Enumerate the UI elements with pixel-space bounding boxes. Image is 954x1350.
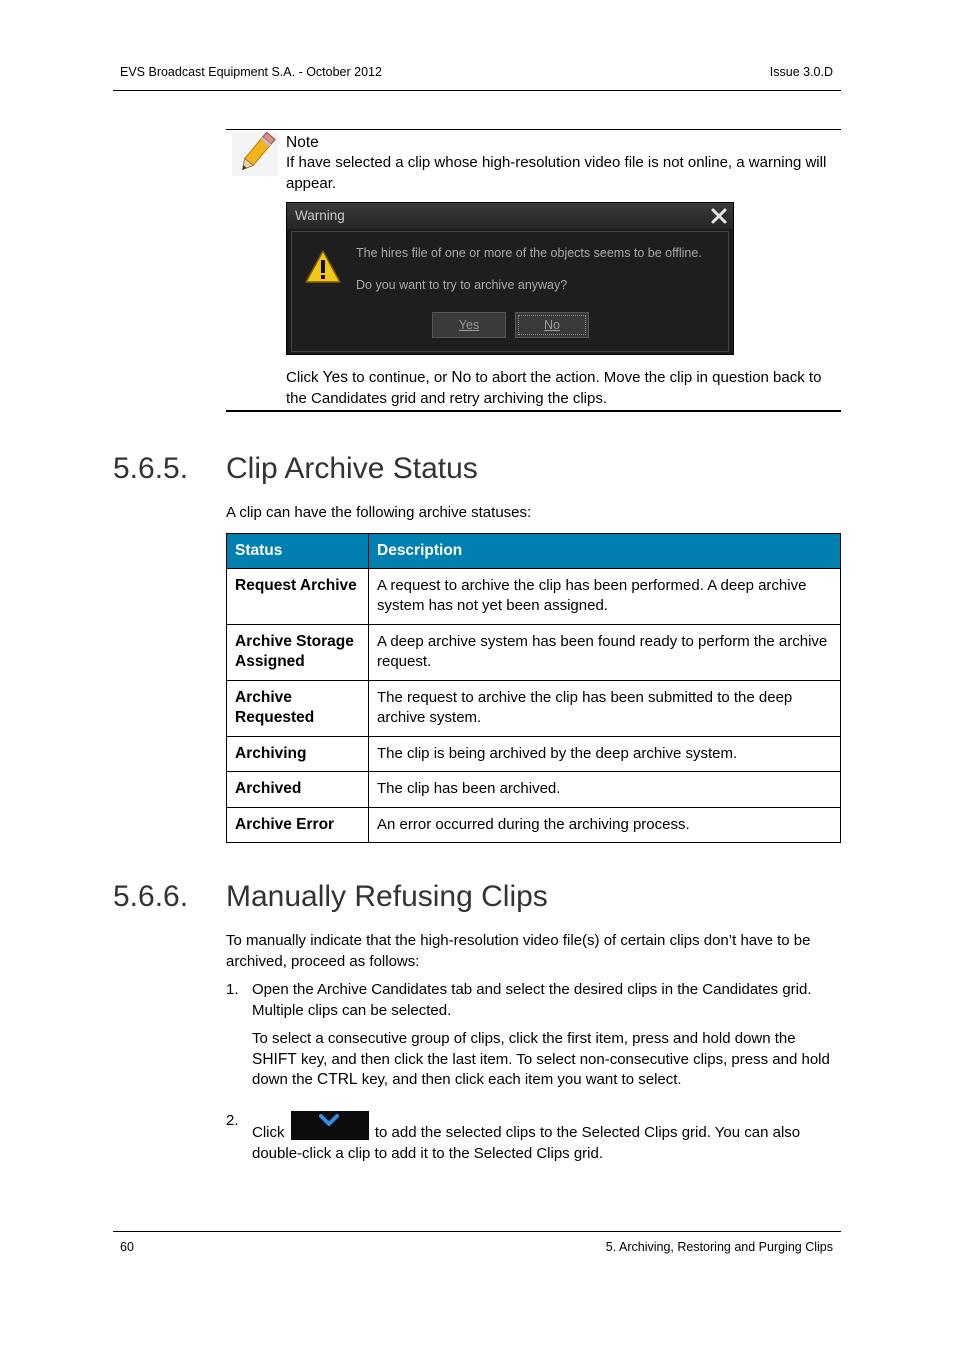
dialog-titlebar [287,203,733,229]
table-header-row [227,534,841,569]
step-number: 2. [226,1112,239,1129]
warning-dialog [286,202,734,355]
yes-button-label: Yes [458,318,480,332]
section-title: Manually Refusing Clips [226,880,548,913]
status-cell: Archive Storage Assigned [227,624,369,680]
step1-sub-b: key, and then click the last item. To select non-consecutive clips, press and hold down the [252,1050,830,1088]
note-after-mid: to continue, or [347,369,452,386]
step-text [252,1111,842,1164]
ctrl-key-label: CTRL [317,1071,358,1088]
status-cell: Archive Requested [227,680,369,736]
header-rule [113,90,841,91]
status-cell: Archived [227,772,369,808]
step-subtext [252,1029,842,1091]
ui-word-yes: Yes [322,369,348,386]
table-row [227,680,841,736]
note-after-post: to abort the action. Move the clip in question back to the Candidates grid and retry archiving the clips. [286,369,822,407]
chevron-down-icon [318,1113,340,1129]
dialog-message-line1: The hires file of one or more of the objects seems to be offline. [356,246,702,260]
ui-word-no: No [451,369,472,386]
page-number: 60 [120,1240,134,1254]
note-after-text [286,367,846,409]
warning-icon [304,249,342,285]
table-header-status: Status [227,534,369,569]
step-number: 1. [226,981,239,998]
status-cell: Request Archive [227,568,369,624]
description-cell: The clip has been archived. [369,772,841,808]
no-button-label: No [544,318,560,332]
header-left: EVS Broadcast Equipment S.A. - October 2012 [120,65,382,79]
add-to-selected-button[interactable] [291,1111,369,1140]
step2-post: to add the selected clips to the Selected Clips grid. You can also double-click a clip to add it to the Selected Clips grid. [252,1124,801,1162]
section-intro: A clip can have the following archive statuses: [226,504,532,521]
table-row [227,568,841,624]
section-number: 5.6.5. [113,452,189,485]
step2-pre: Click [252,1124,289,1141]
footer-chapter: 5. Archiving, Restoring and Purging Clips [605,1240,833,1254]
table-row [227,807,841,843]
description-cell: The clip is being archived by the deep archive system. [369,736,841,772]
note-after-pre: Click [286,369,323,386]
yes-button[interactable] [432,312,506,338]
description-cell: The request to archive the clip has been submitted to the deep archive system. [369,680,841,736]
note-rule-top [226,129,841,130]
dialog-message-line2: Do you want to try to archive anyway? [356,278,568,292]
note-body: If have selected a clip whose high-resolution video file is not online, a warning will appear. [286,154,827,192]
archive-status-table [226,533,841,843]
table-header-description: Description [369,534,841,569]
section-number: 5.6.6. [113,880,189,913]
step1-sub-c: key, and then click each item you want to select. [357,1071,682,1088]
table-row [227,772,841,808]
table-row [227,736,841,772]
status-cell: Archive Error [227,807,369,843]
table-row [227,624,841,680]
description-cell: A deep archive system has been found ready to perform the archive request. [369,624,841,680]
close-icon[interactable] [709,206,729,226]
section-intro: To manually indicate that the high-resolution video file(s) of certain clips don’t have to be archived, proceed as follows: [226,932,811,970]
section-title: Clip Archive Status [226,452,478,485]
description-cell: A request to archive the clip has been performed. A deep archive system has not yet been assigned. [369,568,841,624]
header-right: Issue 3.0.D [769,65,833,79]
dialog-title: Warning [295,208,345,223]
shift-key-label: SHIFT [252,1050,297,1068]
status-cell: Archiving [227,736,369,772]
step-text: Open the Archive Candidates tab and select the desired clips in the Candidates grid. Multiple clips can be selected. [252,981,812,1019]
pencil-icon [232,132,278,176]
note-title: Note [286,134,319,151]
step1-sub-a: To select a consecutive group of clips, click the first item, press and hold down the [252,1030,796,1047]
description-cell: An error occurred during the archiving process. [369,807,841,843]
footer-rule [113,1231,841,1232]
no-button[interactable] [515,312,589,338]
note-rule-bottom [226,410,841,412]
dialog-body [291,231,729,352]
